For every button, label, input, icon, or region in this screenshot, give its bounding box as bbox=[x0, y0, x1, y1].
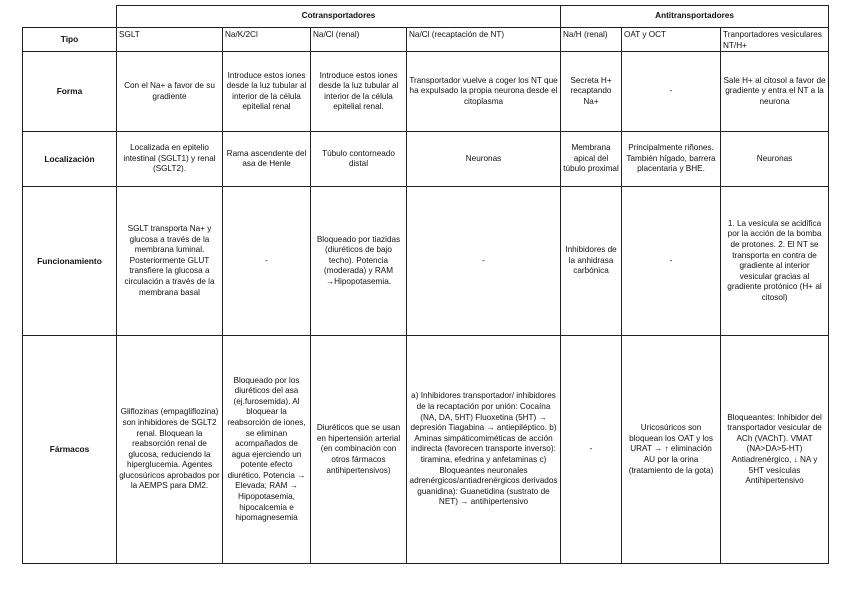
cell-forma: Con el Na+ a favor de su gradiente bbox=[117, 52, 223, 132]
row-farmacos bbox=[23, 336, 829, 564]
cell-funcionamiento: - bbox=[223, 187, 311, 336]
row-forma bbox=[23, 52, 829, 132]
cell-localizacion: Rama ascendente del asa de Henle bbox=[223, 132, 311, 187]
cell-localizacion: Neuronas bbox=[721, 132, 829, 187]
transporters-table bbox=[22, 5, 829, 564]
row-label-funcionamiento: Funcionamiento bbox=[23, 187, 117, 336]
cell-forma: Introduce estos iones desde la luz tubular al interior de la célula epitelial renal bbox=[223, 52, 311, 132]
cell-funcionamiento: 1. La vesícula se acidifica por la acción de la bomba de protones. 2. El NT se transporta en contra de gradiente al interior vesicular gracias al gradiente protónico (H+ al citosol) bbox=[721, 187, 829, 336]
document-page bbox=[22, 5, 829, 564]
cell-localizacion: Localizada en epitelio intestinal (SGLT1) y renal (SGLT2). bbox=[117, 132, 223, 187]
row-label-forma: Forma bbox=[23, 52, 117, 132]
type-nacl-nt: Na/Cl (recaptación de NT) bbox=[407, 28, 561, 52]
row-label-farmacos: Fármacos bbox=[23, 336, 117, 564]
corner-cell bbox=[23, 6, 117, 28]
cell-forma: Introduce estos iones desde la luz tubular al interior de la célula epitelial renal. bbox=[311, 52, 407, 132]
type-nacl-renal: Na/Cl (renal) bbox=[311, 28, 407, 52]
cell-forma: Sale H+ al citosol a favor de gradiente y entra el NT a la neurona bbox=[721, 52, 829, 132]
group-cotransporters: Cotransportadores bbox=[117, 6, 561, 28]
type-nah-renal: Na/H (renal) bbox=[561, 28, 622, 52]
cell-localizacion: Túbulo contorneado distal bbox=[311, 132, 407, 187]
row-label-tipo: Tipo bbox=[23, 28, 117, 52]
cell-farmacos: Bloqueantes: Inhibidor del transportador vesicular de ACh (VAChT). VMAT (NA>DA>5-HT) Antiadrenérgico, ↓ NA y 5HT vesículas Antihipertensivo bbox=[721, 336, 829, 564]
row-label-localizacion: Localización bbox=[23, 132, 117, 187]
type-nak2cl: Na/K/2Cl bbox=[223, 28, 311, 52]
cell-funcionamiento: SGLT transporta Na+ y glucosa a través de la membrana luminal. Posteriormente GLUT transfiere la glucosa a circulación a través de la membrana basal bbox=[117, 187, 223, 336]
cell-funcionamiento: Inhibidores de la anhidrasa carbónica bbox=[561, 187, 622, 336]
cell-farmacos: - bbox=[561, 336, 622, 564]
group-header-row bbox=[23, 6, 829, 28]
row-funcionamiento bbox=[23, 187, 829, 336]
cell-forma: Secreta H+ recaptando Na+ bbox=[561, 52, 622, 132]
cell-funcionamiento: - bbox=[407, 187, 561, 336]
group-antitransporters: Antitransportadores bbox=[561, 6, 829, 28]
cell-forma: - bbox=[622, 52, 721, 132]
row-tipo bbox=[23, 28, 829, 52]
row-localizacion bbox=[23, 132, 829, 187]
type-sglt: SGLT bbox=[117, 28, 223, 52]
cell-forma: Transportador vuelve a coger los NT que ha expulsado la propia neurona desde el citoplasma bbox=[407, 52, 561, 132]
cell-farmacos: Bloqueado por los diuréticos del asa (ej.furosemida). Al bloquear la reabsorción de iones, se eliminan acompañados de agua ejerciendo un potente efecto diurético. Potencia → Elevada; RAM → Hipopotasemia, hipocalcemia e hipomagnesemia bbox=[223, 336, 311, 564]
cell-farmacos: a) Inhibidores transportador/ inhibidores de la recaptación por unión: Cocaína (NA, DA, 5HT) Fluoxetina (5HT) → depresión Tiagabina → antiepiléptico. b) Aminas simpáticomiméticas de acción indirecta (favorecen transporte inverso): tiramina, efedrina y anfetaminas c) Bloqueantes neuronales adrenérgicos/antiadrenérgicos derivados guanidina): Guanetidina (sustrato de NET) → antihipertensivo bbox=[407, 336, 561, 564]
type-oat-oct: OAT y OCT bbox=[622, 28, 721, 52]
cell-farmacos: Diuréticos que se usan en hipertensión arterial (en combinación con otros fármacos antihipertensivos) bbox=[311, 336, 407, 564]
cell-farmacos: Uricosúricos son bloquean los OAT y los URAT → ↑ eliminación AU por la orina (tratamiento de la gota) bbox=[622, 336, 721, 564]
cell-funcionamiento: Bloqueado por tiazidas (diuréticos de bajo techo). Potencia (moderada) y RAM →Hipopotasemia. bbox=[311, 187, 407, 336]
type-vesicular: Tranportadores vesiculares NT/H+ bbox=[721, 28, 829, 52]
cell-funcionamiento: - bbox=[622, 187, 721, 336]
cell-localizacion: Principalmente riñones. También hígado, barrera placentaria y BHE. bbox=[622, 132, 721, 187]
cell-localizacion: Neuronas bbox=[407, 132, 561, 187]
cell-localizacion: Membrana apical del túbulo proximal bbox=[561, 132, 622, 187]
cell-farmacos: Gliflozinas (empagliflozina) son inhibidores de SGLT2 renal. Bloquean la reabsorción renal de glucosa, reduciendo la hiperglucemia. Agentes glucosúricos aprobados por la AEMPS para DM2. bbox=[117, 336, 223, 564]
